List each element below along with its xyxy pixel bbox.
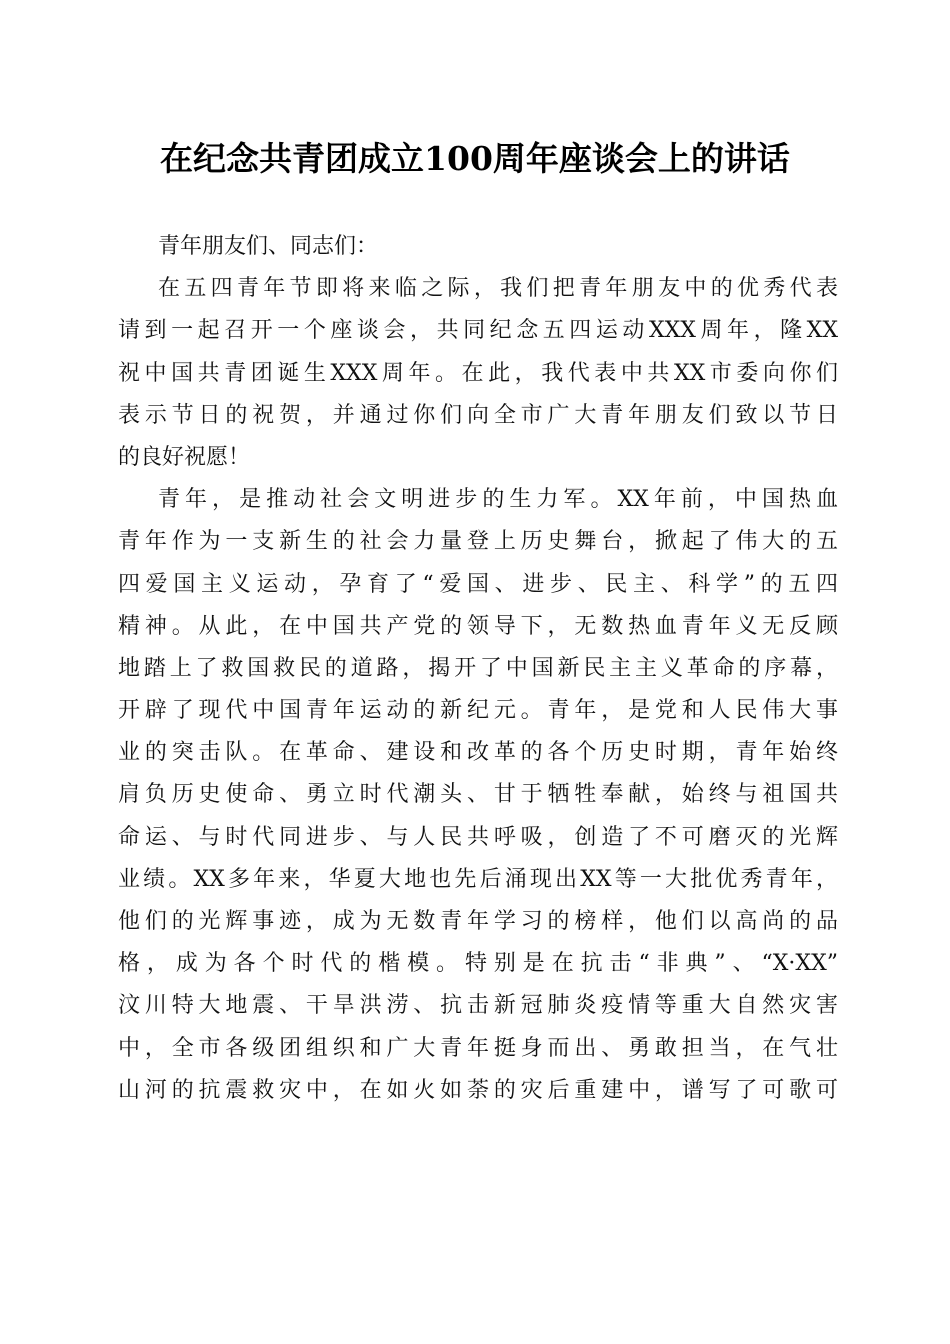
- paragraph-line: 肩负历史使命、勇立时代潮头、甘于牺牲奉献，始终与祖国共: [118, 782, 838, 808]
- paragraph-line: 命运、与时代同进步、与人民共呼吸，创造了不可磨灭的光辉: [118, 824, 838, 850]
- paragraph-line: 青年作为一支新生的社会力量登上历史舞台，掀起了伟大的五: [118, 529, 838, 555]
- paragraph-line: 四爱国主义运动，孕育了“爱国、进步、民主、科学”的五四: [118, 571, 838, 597]
- paragraph-line: 青年，是推动社会文明进步的生力军。XX年前，中国热血: [158, 487, 838, 513]
- paragraph-line: 在五四青年节即将来临之际，我们把青年朋友中的优秀代表: [158, 276, 838, 302]
- paragraph-line: 精神。从此，在中国共产党的领导下，无数热血青年义无反顾: [118, 613, 838, 639]
- paragraph-line: 业的突击队。在革命、建设和改革的各个历史时期，青年始终: [118, 740, 838, 766]
- paragraph-line: 中，全市各级团组织和广大青年挺身而出、勇敢担当，在气壮: [118, 1035, 838, 1061]
- paragraph-line: 他们的光辉事迹，成为无数青年学习的榜样，他们以高尚的品: [118, 909, 838, 934]
- paragraph-line: 请到一起召开一个座谈会，共同纪念五四运动XXX周年，隆XX: [118, 318, 838, 344]
- paragraph-line: 的良好祝愿！: [118, 444, 251, 470]
- paragraph-line: 开辟了现代中国青年运动的新纪元。青年，是党和人民伟大事: [118, 698, 838, 724]
- paragraph-line: 业绩。XX多年来，华夏大地也先后涌现出XX等一大批优秀青年，: [118, 866, 838, 892]
- paragraph-line: 汶川特大地震、干旱洪涝、抗击新冠肺炎疫情等重大自然灾害: [118, 993, 838, 1019]
- paragraph-line: 表示节日的祝贺，并通过你们向全市广大青年朋友们致以节日: [118, 402, 838, 428]
- salutation-line: 青年朋友们、同志们：: [158, 234, 379, 259]
- paragraph-line: 地踏上了救国救民的道路，揭开了中国新民主主义革命的序幕，: [118, 655, 838, 681]
- paragraph-line: 山河的抗震救灾中，在如火如荼的灾后重建中，谱写了可歌可: [118, 1077, 838, 1103]
- paragraph-line: 祝中国共青团诞生XXX周年。在此，我代表中共XX市委向你们: [118, 360, 838, 386]
- document-title: 在纪念共青团成立100周年座谈会上的讲话: [160, 139, 790, 178]
- paragraph-line: 格，成为各个时代的楷模。特别是在抗击“非典”、“X·XX”: [118, 951, 838, 977]
- document-body: [118, 226, 838, 1112]
